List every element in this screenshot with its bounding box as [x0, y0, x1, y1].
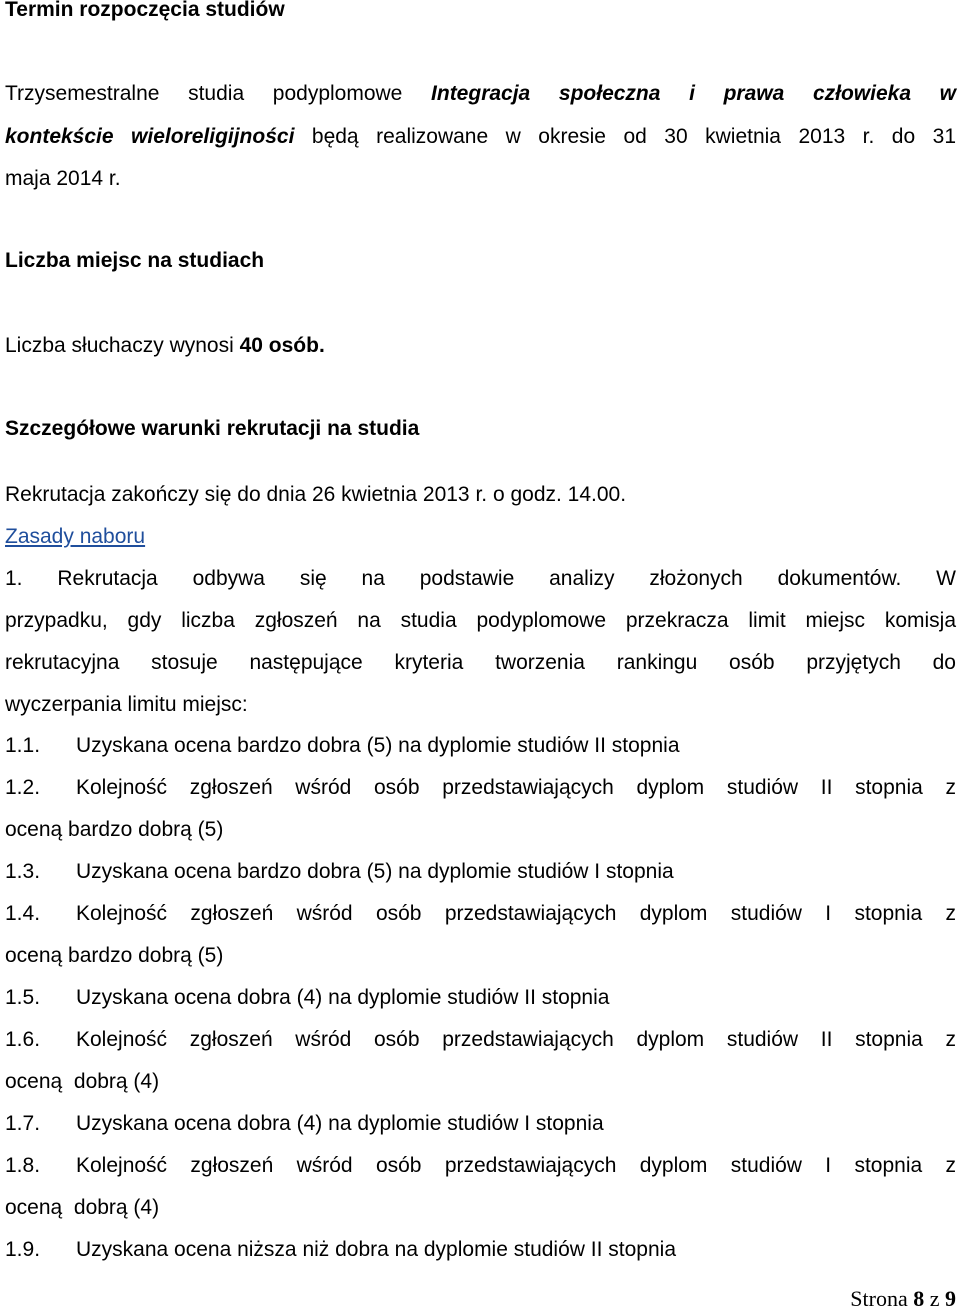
current-page-number: 8	[913, 1286, 925, 1311]
criteria-number: 1.1.	[5, 734, 41, 757]
criteria-item	[5, 985, 956, 1011]
recruitment-rules-link[interactable]: Zasady naboru	[5, 525, 146, 548]
places-text: Liczba słuchaczy wynosi 40 osób.	[5, 334, 325, 357]
criteria-text: Uzyskana ocena dobra (4) na dyplomie studiów II stopnia	[76, 986, 610, 1009]
criteria-number: 1.4.	[5, 902, 41, 925]
criteria-text: Kolejność zgłoszeń wśród osób przedstawiających dyplom studiów II stopnia z	[76, 776, 956, 799]
criteria-number: 1.6.	[5, 1028, 41, 1051]
paragraph-line	[5, 81, 956, 107]
criteria-text: Kolejność zgłoszeń wśród osób przedstawiających dyplom studiów I stopnia z	[76, 1154, 956, 1177]
places-count: 40 osób.	[239, 334, 325, 357]
criteria-text: Uzyskana ocena dobra (4) na dyplomie studiów I stopnia	[76, 1112, 604, 1135]
program-title-part1: Integracja społeczna i prawa człowieka w	[431, 82, 956, 105]
criteria-text-cont: oceną bardzo dobrą (5)	[5, 944, 224, 967]
criteria-item	[5, 733, 956, 759]
section-heading-places: Liczba miejsc na studiach	[5, 249, 265, 272]
criteria-number: 1.7.	[5, 1112, 41, 1135]
criteria-item	[5, 1153, 956, 1179]
criteria-text-cont: oceną dobrą (4)	[5, 1070, 160, 1093]
paragraph-line: maja 2014 r.	[5, 167, 121, 190]
rules-intro-line: rekrutacyjna stosuje następujące kryteria tworzenia rankingu osób przyjętych do	[5, 651, 956, 674]
criteria-item	[5, 1111, 956, 1137]
criteria-number: 1.8.	[5, 1154, 41, 1177]
criteria-number: 1.3.	[5, 860, 41, 883]
recruitment-deadline: Rekrutacja zakończy się do dnia 26 kwietnia 2013 r. o godz. 14.00.	[5, 483, 627, 506]
rules-intro-line: wyczerpania limitu miejsc:	[5, 693, 248, 716]
criteria-text: Kolejność zgłoszeń wśród osób przedstawiających dyplom studiów I stopnia z	[76, 902, 956, 925]
section-heading-recruitment: Szczegółowe warunki rekrutacji na studia	[5, 417, 420, 440]
criteria-item	[5, 1237, 956, 1263]
criteria-number: 1.5.	[5, 986, 41, 1009]
rules-intro-line: 1. Rekrutacja odbywa się na podstawie analizy złożonych dokumentów. W	[5, 567, 956, 590]
criteria-item	[5, 901, 956, 927]
program-title-part2: kontekście wieloreligijności	[5, 125, 295, 148]
criteria-item	[5, 859, 956, 885]
page-footer: Strona 8 z 9	[850, 1286, 956, 1311]
criteria-text: Uzyskana ocena niższa niż dobra na dyplomie studiów II stopnia	[76, 1238, 676, 1261]
criteria-text: Kolejność zgłoszeń wśród osób przedstawiających dyplom studiów II stopnia z	[76, 1028, 956, 1051]
rules-intro-line: przypadku, gdy liczba zgłoszeń na studia podyplomowe przekracza limit miejsc komisja	[5, 609, 956, 632]
total-pages: 9	[945, 1286, 956, 1311]
criteria-text-cont: oceną dobrą (4)	[5, 1196, 160, 1219]
paragraph-text: Trzysemestralne studia podyplomowe	[5, 82, 432, 105]
paragraph-line	[5, 124, 956, 150]
criteria-number: 1.2.	[5, 776, 41, 799]
criteria-text-cont: oceną bardzo dobrą (5)	[5, 818, 224, 841]
paragraph-text: będą realizowane w okresie od 30 kwietnia 2013 r. do 31	[294, 125, 956, 148]
criteria-text: Uzyskana ocena bardzo dobra (5) na dyplomie studiów II stopnia	[76, 734, 680, 757]
criteria-number: 1.9.	[5, 1238, 41, 1261]
criteria-item	[5, 1027, 956, 1053]
criteria-text: Uzyskana ocena bardzo dobra (5) na dyplomie studiów I stopnia	[76, 860, 674, 883]
section-heading-start-date: Termin rozpoczęcia studiów	[5, 0, 285, 21]
